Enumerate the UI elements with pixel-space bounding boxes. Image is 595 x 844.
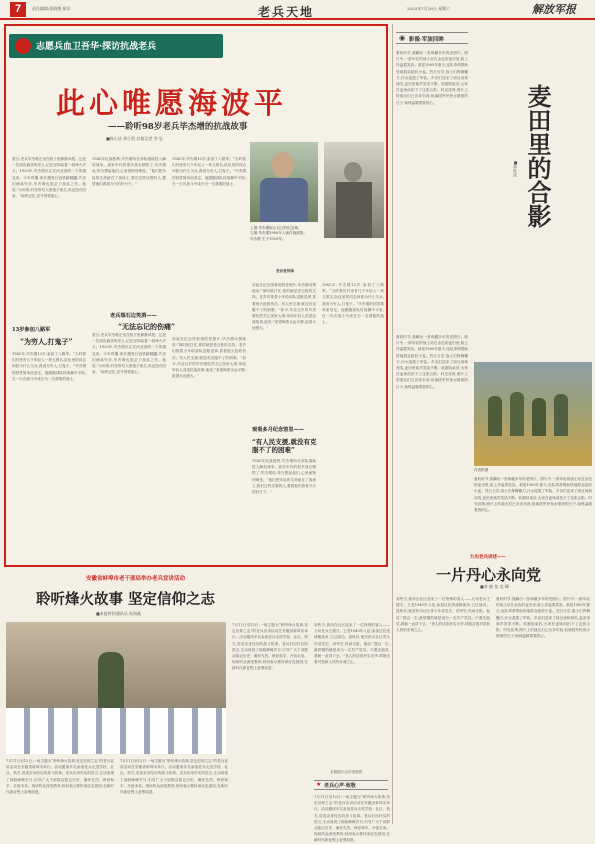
soldier-body bbox=[336, 182, 372, 238]
feature-byline: ■杨小达 胡小凯 苏俊记者 李 忠 bbox=[106, 136, 163, 141]
bottom-section-tag bbox=[314, 780, 388, 790]
portrait-photo bbox=[250, 142, 318, 222]
bottom-title: 聆听烽火故事 坚定信仰之志 bbox=[36, 591, 216, 608]
col1-text-a: 夏日,老兵毕杰增正坐在院子里静静读报。这是一位面容慈祥的老人,记忆里却装着一段烽火岁月。1929年,毕杰增出生在河北省的一个普通农家。少年时期,家乡遭受日寇铁蹄蹂躏,乡亲们流离失所,毕杰增也饱尝了战乱之苦。他说:“小时候,村里常有人被鬼子抓走,再也没有回来。”那些记忆,至今刻骨铭心。 bbox=[12, 157, 86, 199]
section-heading-1: 13岁参加八路军 bbox=[12, 327, 51, 333]
section-title: 老兵天地 bbox=[258, 5, 315, 19]
right-author: ■李世成 bbox=[513, 160, 518, 177]
right-section-tag bbox=[396, 32, 468, 44]
bottom-byline: ■本报特约通讯员 孙海燕 bbox=[96, 611, 142, 616]
soldier-figure-3 bbox=[532, 398, 546, 436]
middle-credit: 本版图片由作者提供 bbox=[330, 770, 363, 774]
editors: 责任编辑/张晓艳 耿军 bbox=[32, 6, 71, 11]
soldier-head bbox=[344, 162, 362, 182]
portrait-head bbox=[272, 152, 294, 178]
wheat-photo bbox=[474, 362, 592, 466]
military-photo bbox=[324, 142, 384, 238]
right-section-label: 影像·军旅回眸 bbox=[409, 37, 444, 43]
feature-article bbox=[4, 24, 388, 567]
section-heading-3: 观看多月纪念馆里—— bbox=[252, 427, 304, 433]
bottom-text-a: 7月11日至12日,一场主题为“聆听烽火故事,坚定信仰之志”的老兵宣讲活动在安徽省蚌埠市举行。活动邀请多名参战老兵走进学校、社区、机关,讲述亲身经历的战斗故事。老兵们用朴实的语言,生动再现了那段峥嵘岁月,引导广大干部群众铭记历史、缅怀先烈、珍爱和平、开创未来。现场听众深受教育,纷纷表示要传承红色基因,在新时代新征程上奋勇前进。 bbox=[120, 759, 228, 795]
section-quote-2: “无法忘记的伤痛” bbox=[118, 322, 176, 331]
right-title: 麦田里的合影 bbox=[523, 84, 552, 228]
date: 2025年7月26日 星期六 bbox=[407, 6, 451, 11]
portrait-body bbox=[260, 178, 308, 222]
feature-subtitle: ——聆听98岁老兵毕杰增的抗战故事 bbox=[108, 122, 248, 132]
col2-text-a: 1945年抗战胜利,毕杰增所在部队继续投入解放战争。战争年代的很多战友牺牲了,毕杰增说,每当想起他们,心里就特别难受。“他们把年轻的生命留在了战场上,我们这些活着的人,要替他们看看今天的好日子。” bbox=[92, 157, 166, 186]
sub-title: 一片丹心永向党 bbox=[436, 566, 542, 584]
star-icon: ★ bbox=[316, 781, 322, 788]
masthead: 解放军报 bbox=[532, 3, 576, 16]
feature-banner bbox=[9, 34, 223, 58]
classroom-photo bbox=[6, 622, 226, 754]
sub-text-a: 前些天,我所在社区迎来了一位特殊的客人——九旬老兵王德才。王老1949年入伍,参加过抗美援朝战争,立过战功。退休后,他坚持为社区青少年讲党史、讲军史,风雨无阻。他说:“我这一生,最骄傲的就是成为一名共产党员。只要还能讲,我就一直讲下去。”老人的话语朴实无华,却饱含着对党和人民的赤诚之心。 bbox=[396, 597, 490, 633]
bottom-section-label: 老兵心声·致敬 bbox=[324, 783, 356, 789]
camera-icon: ◉ bbox=[399, 34, 406, 42]
right-text-a: 夏收时节,我翻出一张珍藏多年的老照片。照片中,一群年轻的战士站在金色的麦田里,脸上洋溢着笑容。那是1985年夏天,连队奉命帮助驻地群众抢收小麦。烈日当空,战士们挥舞镰刀,汗水湿透了军装。乡亲们送来了绿豆汤和西瓜,麦田里欢声笑语不断。收割结束后,大家在麦垛前拍下了这张合影。时光荏苒,照片上的战友们已各奔东西,但那段军民鱼水情深的日子,始终温暖着我的心。 bbox=[396, 51, 468, 105]
col3-text-a: 1942年,毕杰增13岁,参加了八路军。“当时我们村里有几个年轻人一块儿报名,队伍里的同志问我为什么当兵,我说为穷人,打鬼子。”毕杰增的回答简单而坚定。他跟随部队转战冀中平原,在一次次战斗中成长为一名勇敢的战士。 bbox=[172, 157, 246, 186]
col4-text-b: 1945年抗战胜利,毕杰增所在部队继续投入解放战争。战争年代的很多战友牺牲了,毕杰增说,每当想起他们,心里就特别难受。“他们把年轻的生命留在了战场上,我们这些活着的人,要替他们看看今天的好日子。” bbox=[252, 459, 316, 495]
bottom-text-d: 7月11日至12日,一场主题为“聆听烽火故事,坚定信仰之志”的老兵宣讲活动在安徽省蚌埠市举行。活动邀请多名参战老兵走进学校、社区、机关,讲述亲身经历的战斗故事。老兵们用朴实的语言,生动再现了那段峥嵘岁月,引导广大干部群众铭记历史、缅怀先烈、珍爱和平、开创未来。现场听众深受教育,纷纷表示要传承红色基因,在新时代新征程上奋勇前进。 bbox=[314, 795, 390, 843]
bottom-caption-text: 7月11日至12日,一场主题为“聆听烽火故事,坚定信仰之志”的老兵宣讲活动在安徽省蚌埠市举行。活动邀请多名参战老兵走进学校、社区、机关,讲述亲身经历的战斗故事。老兵们用朴实的语言,生动再现了那段峥嵘岁月,引导广大干部群众铭记历史、缅怀先烈、珍爱和平、开创未来。现场听众深受教育,纷纷表示要传承红色基因,在新时代新征程上奋勇前进。 bbox=[6, 759, 114, 795]
divider bbox=[392, 24, 393, 824]
section-quote-3: “有人民支援,就没有克服不了的困难” bbox=[252, 438, 317, 454]
sub-text-b: 夏收时节,我翻出一张珍藏多年的老照片。照片中,一群年轻的战士站在金色的麦田里,脸上洋溢着笑容。那是1985年夏天,连队奉命帮助驻地群众抢收小麦。烈日当空,战士们挥舞镰刀,汗水湿透了军装。乡亲们送来了绿豆汤和西瓜,麦田里欢声笑语不断。收割结束后,大家在麦垛前拍下了这张合影。时光荏苒,照片上的战友们已各奔东西,但那段军民鱼水情深的日子,始终温暖着我的心。 bbox=[496, 597, 590, 639]
page-number: 7 bbox=[10, 2, 26, 17]
audience bbox=[6, 708, 226, 754]
section-quote-1: “为穷人,打鬼子” bbox=[20, 337, 73, 346]
veteran-speaker bbox=[98, 652, 124, 712]
right-text-c: 夏收时节,我翻出一张珍藏多年的老照片。照片中,一群年轻的战士站在金色的麦田里,脸上洋溢着笑容。那是1985年夏天,连队奉命帮助驻地群众抢收小麦。烈日当空,战士们挥舞镰刀,汗水湿透了军装。乡亲们送来了绿豆汤和西瓜,麦田里欢声笑语不断。收割结束后,大家在麦垛前拍下了这张合影。时光荏苒,照片上的战友们已各奔东西,但那段军民鱼水情深的日子,始终温暖着我的心。 bbox=[474, 477, 592, 513]
col3-text-b: 谈起在纪念馆看到的老照片,毕杰增动情地说:“那时候打仗,靠的就是老百姓的支持。老乡们推着小车给部队送粮送弹,冒着炮火抢救伤员。有人民支援,就没有克服不了的困难。”如今,年近百岁的毕杰增依然关心国家大事,常给年轻人讲述抗战故事,他说:“希望海波永远平静,祖国永远强大。” bbox=[172, 337, 246, 379]
bottom-banner: 安徽省蚌埠市老干部局举办老兵宣讲活动 bbox=[86, 576, 186, 582]
banner-emblem bbox=[15, 38, 31, 54]
col4-text-a: 谈起在纪念馆看到的老照片,毕杰增动情地说:“那时候打仗,靠的就是老百姓的支持。老乡们推着小车给部队送粮送弹,冒着炮火抢救伤员。有人民支援,就没有克服不了的困难。”如今,年近百岁的毕杰增依然关心国家大事,常给年轻人讲述抗战故事,他说:“希望海波永远平静,祖国永远强大。” bbox=[252, 283, 316, 331]
sub-section-label: 九旬老兵讲述—— bbox=[470, 555, 506, 560]
banner-text: 志愿兵血卫吾华·探访抗战老兵 bbox=[36, 42, 157, 52]
col5-text: 1942年,毕杰增13岁,参加了八路军。“当时我们村里有几个年轻人一块儿报名,队伍里的同志问我为什么当兵,我说为穷人,打鬼子。”毕杰增的回答简单而坚定。他跟随部队转战冀中平原,在一次次战斗中成长为一名勇敢的战士。 bbox=[322, 283, 384, 325]
soldier-figure-2 bbox=[510, 392, 524, 436]
right-text-b: 夏收时节,我翻出一张珍藏多年的老照片。照片中,一群年轻的战士站在金色的麦田里,脸上洋溢着笑容。那是1985年夏天,连队奉命帮助驻地群众抢收小麦。烈日当空,战士们挥舞镰刀,汗水湿透了军装。乡亲们送来了绿豆汤和西瓜,麦田里欢声笑语不断。收割结束后,大家在麦垛前拍下了这张合影。时光荏苒,照片上的战友们已各奔东西,但那段军民鱼水情深的日子,始终温暖着我的心。 bbox=[396, 335, 468, 389]
soldier-figure-4 bbox=[554, 394, 568, 436]
page-header bbox=[0, 0, 595, 20]
photo-credit: 受访者供图 bbox=[276, 269, 294, 273]
col1-text-b: 1942年,毕杰增13岁,参加了八路军。“当时我们村里有几个年轻人一块儿报名,队伍里的同志问我为什么当兵,我说为穷人,打鬼子。”毕杰增的回答简单而坚定。他跟随部队转战冀中平原,在一次次战斗中成长为一名勇敢的战士。 bbox=[12, 352, 86, 381]
bottom-text-c: 前些天,我所在社区迎来了一位特殊的客人——九旬老兵王德才。王老1949年入伍,参加过抗美援朝战争,立过战功。退休后,他坚持为社区青少年讲党史、讲军史,风雨无阻。他说:“我这一生,最骄傲的就是成为一名共产党员。只要还能讲,我就一直讲下去。”老人的话语朴实无华,却饱含着对党和人民的赤诚之心。 bbox=[314, 623, 390, 665]
sub-author: ■李 晓 张 克 峰 bbox=[480, 584, 509, 589]
section-heading-2: 老兵瑞石边笑酒—— bbox=[110, 313, 157, 319]
col2-text-b: 夏日,老兵毕杰增正坐在院子里静静读报。这是一位面容慈祥的老人,记忆里却装着一段烽火岁月。1929年,毕杰增出生在河北省的一个普通农家。少年时期,家乡遭受日寇铁蹄蹂躏,乡亲们流离失所,毕杰增也饱尝了战乱之苦。他说:“小时候,村里常有人被鬼子抓走,再也没有回来。”那些记忆,至今刻骨铭心。 bbox=[92, 333, 166, 375]
feature-title: 此心唯愿海波平 bbox=[56, 86, 288, 120]
soldier-figure-1 bbox=[488, 396, 502, 436]
wheat-photo-caption: 作者供图 bbox=[474, 468, 489, 472]
bottom-text-b: 7月11日至12日,一场主题为“聆听烽火故事,坚定信仰之志”的老兵宣讲活动在安徽省蚌埠市举行。活动邀请多名参战老兵走进学校、社区、机关,讲述亲身经历的战斗故事。老兵们用朴实的语言,生动再现了那段峥嵘岁月,引导广大干部群众铭记历史、缅怀先烈、珍爱和平、开创未来。现场听众深受教育,纷纷表示要传承红色基因,在新时代新征程上奋勇前进。 bbox=[232, 623, 308, 671]
photo-caption: 上图:毕杰增展示自己的纪念章。 左图:毕杰增1950年入朝作战留影。 毕杰增 生于1929年。 bbox=[250, 226, 308, 241]
